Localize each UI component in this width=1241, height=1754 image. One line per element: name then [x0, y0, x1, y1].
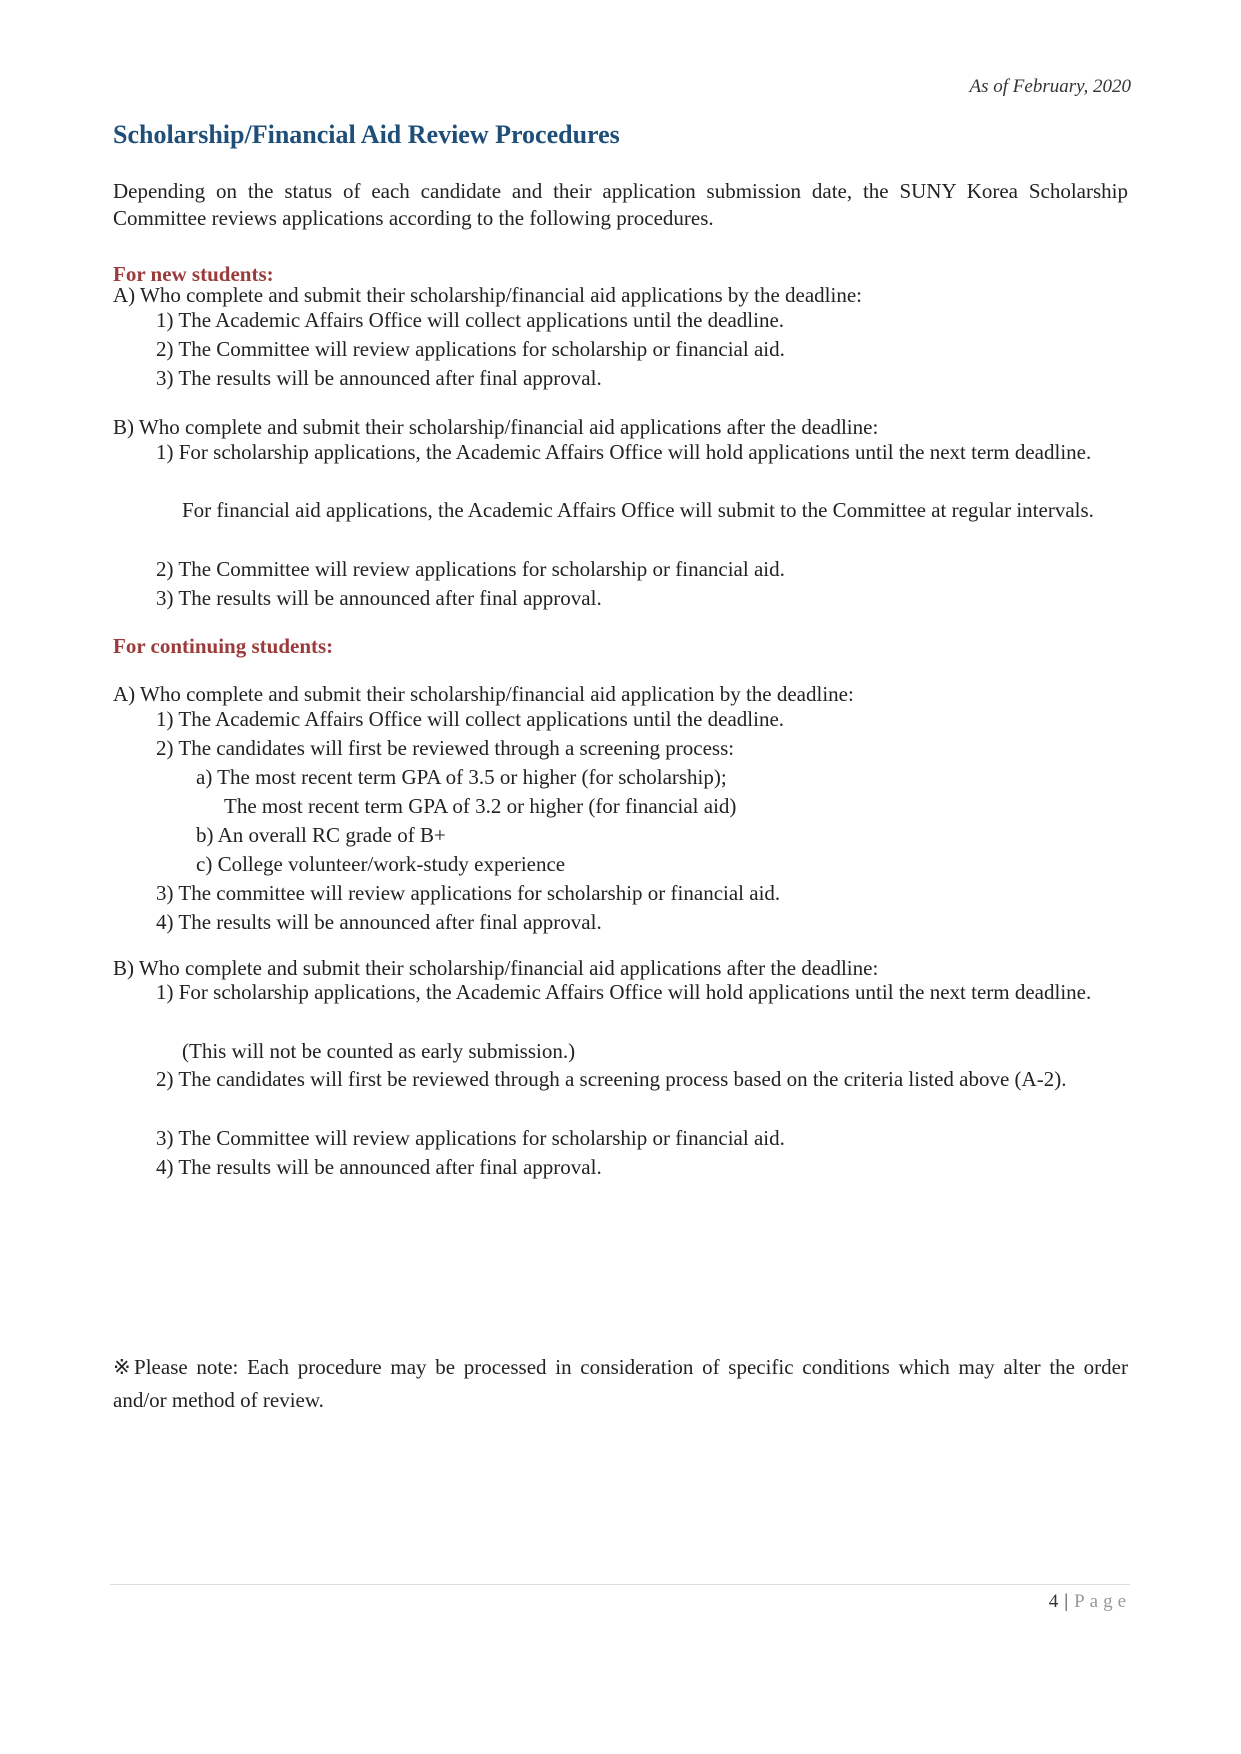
please-note: ※Please note: Each procedure may be processed in consideration of specific conditions which may alter the order and/or method of review.	[113, 1355, 1128, 1412]
date-stamp: As of February, 2020	[969, 76, 1131, 97]
cont-a-item-1: 1) The Academic Affairs Office will collect applications until the deadline.	[156, 707, 785, 731]
new-a-label: A) Who complete and submit their scholarship/financial aid applications by the deadline:	[113, 283, 862, 307]
cont-a-item-3: 3) The committee will review applications for scholarship or financial aid.	[156, 881, 781, 905]
cont-a-criteria-c: c) College volunteer/work-study experience	[196, 852, 566, 876]
new-a-item-1: 1) The Academic Affairs Office will collect applications until the deadline.	[156, 308, 785, 332]
new-b-item-1-cont: For financial aid applications, the Academic Affairs Office will submit to the Committee at regular intervals.	[182, 498, 1094, 522]
cont-b-item-1: 1) For scholarship applications, the Academic Affairs Office will hold applications until the next term deadline.	[156, 980, 1092, 1004]
new-a-item-3: 3) The results will be announced after final approval.	[156, 366, 602, 390]
section-heading-new-students: For new students:	[113, 262, 274, 286]
cont-b-item-2: 2) The candidates will first be reviewed through a screening process based on the criteria listed above (A-2).	[156, 1067, 1067, 1091]
cont-a-criteria-a: a) The most recent term GPA of 3.5 or higher (for scholarship);	[196, 765, 727, 789]
cont-a-criteria-b: b) An overall RC grade of B+	[196, 823, 446, 847]
new-b-label: B) Who complete and submit their scholarship/financial aid applications after the deadline:	[113, 415, 879, 439]
section-heading-continuing-students: For continuing students:	[113, 634, 334, 658]
footer-separator: |	[1064, 1591, 1069, 1612]
page-number: 4	[1048, 1591, 1059, 1612]
cont-b-item-1-cont: (This will not be counted as early submission.)	[182, 1039, 576, 1063]
cont-b-label: B) Who complete and submit their scholarship/financial aid applications after the deadline:	[113, 956, 879, 980]
cont-a-label: A) Who complete and submit their scholarship/financial aid application by the deadline:	[113, 682, 854, 706]
footer-divider	[110, 1584, 1130, 1585]
cont-b-item-3: 3) The Committee will review applications for scholarship or financial aid.	[156, 1126, 785, 1150]
cont-a-criteria-a-cont: The most recent term GPA of 3.2 or higher (for financial aid)	[224, 794, 737, 818]
page-label: Page	[1074, 1591, 1131, 1612]
cont-a-item-2: 2) The candidates will first be reviewed through a screening process:	[156, 736, 735, 760]
new-b-item-3: 3) The results will be announced after final approval.	[156, 586, 602, 610]
new-b-item-1: 1) For scholarship applications, the Academic Affairs Office will hold applications until the next term deadline.	[156, 440, 1092, 464]
new-a-item-2: 2) The Committee will review applications for scholarship or financial aid.	[156, 337, 785, 361]
cont-b-item-4: 4) The results will be announced after final approval.	[156, 1155, 602, 1179]
cont-a-item-4: 4) The results will be announced after final approval.	[156, 910, 602, 934]
new-b-item-2: 2) The Committee will review applications for scholarship or financial aid.	[156, 557, 785, 581]
page-footer	[1049, 1591, 1131, 1613]
intro-paragraph: Depending on the status of each candidate and their application submission date, the SUNY Korea Scholarship Committee reviews applications according to the following procedures.	[113, 179, 1128, 230]
page-title: Scholarship/Financial Aid Review Procedures	[113, 120, 620, 149]
